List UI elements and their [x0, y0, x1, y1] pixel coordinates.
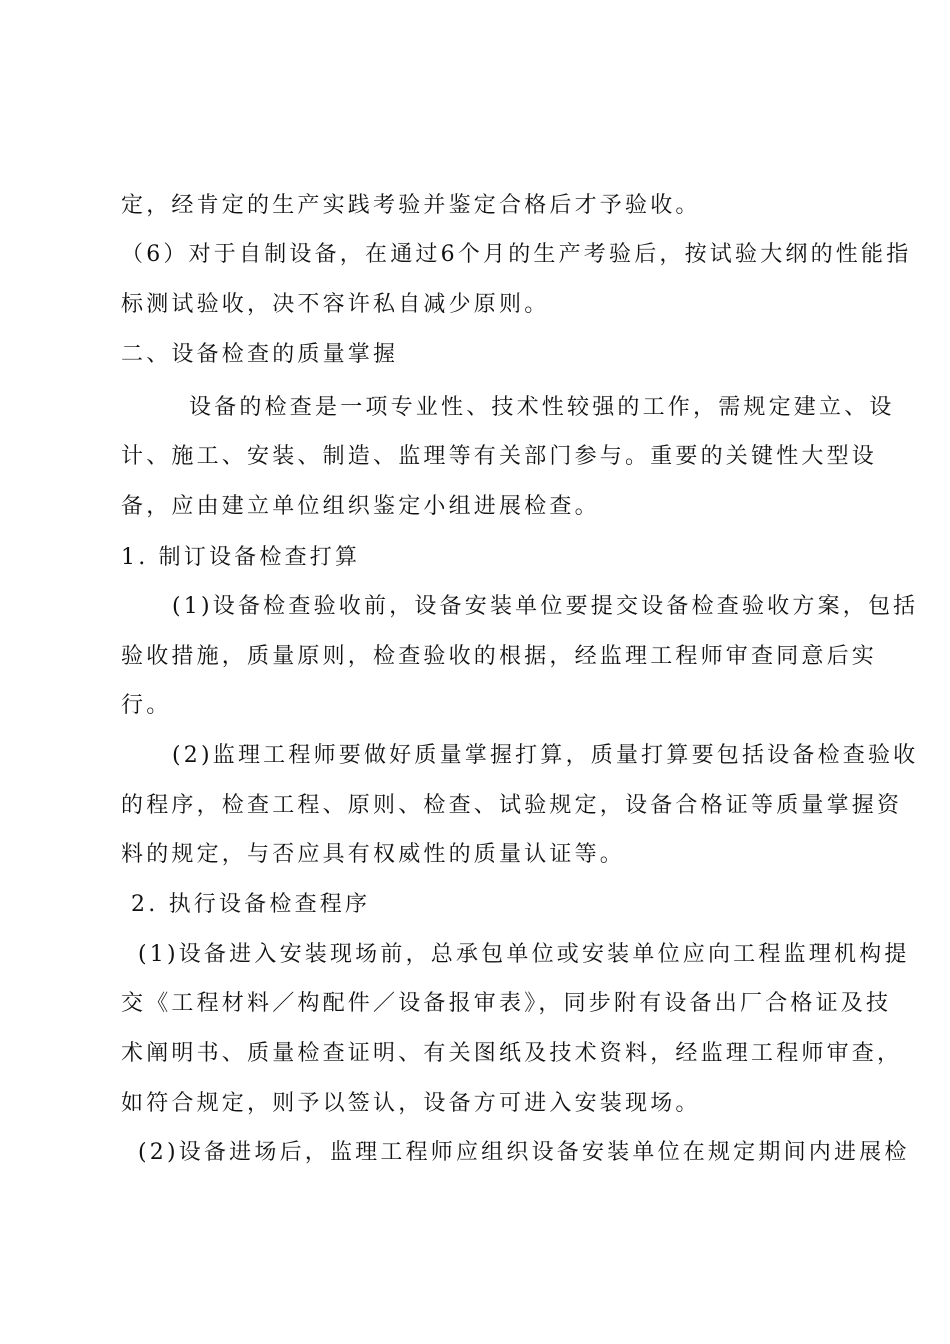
paragraph-line-5: 设备的检查是一项专业性、技术性较强的工作，需规定建立、设 — [189, 395, 895, 420]
paragraph-line-20: (2)设备进场后，监理工程师应组织设备安装单位在规定期间内进展检 — [138, 1140, 910, 1165]
section-heading-2: 二、设备检查的质量掌握 — [121, 342, 399, 367]
paragraph-line-9: (1)设备检查验收前，设备安装单位要提交设备检查验收方案，包括 — [172, 594, 919, 619]
paragraph-line-18: 术阐明书、质量检查证明、有关图纸及技术资料，经监理工程师审查， — [121, 1041, 903, 1066]
paragraph-line-14: 料的规定，与否应具有权威性的质量认证等。 — [121, 842, 626, 867]
paragraph-line-16: (1)设备进入安装现场前，总承包单位或安装单位应向工程监理机构提 — [138, 942, 910, 967]
paragraph-line-19: 如符合规定，则予以签认，设备方可进入安装现场。 — [121, 1091, 701, 1116]
paragraph-line-6: 计、施工、安装、制造、监理等有关部门参与。重要的关键性大型设 — [121, 444, 878, 469]
paragraph-line-7: 备，应由建立单位组织鉴定小组进展检查。 — [121, 494, 600, 519]
paragraph-line-13: 的程序，检查工程、原则、检查、试验规定，设备合格证等质量掌握资 — [121, 793, 903, 818]
subheading-2: 2. 执行设备检查程序 — [131, 892, 371, 917]
paragraph-line-3: 标测试验收，决不容许私自减少原则。 — [121, 292, 550, 317]
paragraph-line-11: 行。 — [121, 693, 172, 718]
paragraph-line-17: 交《工程材料／构配件／设备报审表》，同步附有设备出厂合格证及技 — [121, 991, 892, 1016]
paragraph-line-12: (2)监理工程师要做好质量掌握打算，质量打算要包括设备检查验收 — [172, 743, 919, 768]
paragraph-line-10: 验收措施，质量原则，检查验收的根据，经监理工程师审查同意后实 — [121, 644, 878, 669]
paragraph-line-2: （6）对于自制设备，在通过6个月的生产考验后，按试验大纲的性能指 — [121, 242, 912, 267]
subheading-1: 1. 制订设备检查打算 — [121, 545, 361, 570]
paragraph-line-1: 定，经肯定的生产实践考验并鉴定合格后才予验收。 — [121, 193, 701, 218]
